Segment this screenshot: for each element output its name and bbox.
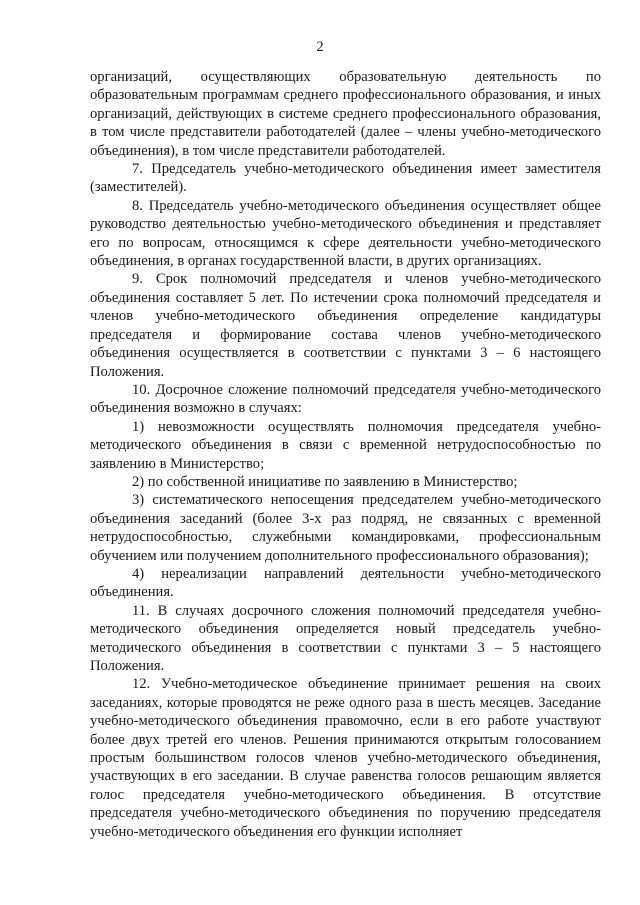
paragraph-item-10: 10. Досрочное сложение полномочий председателя учебно-методического объединения возможно в случаях: [90, 381, 601, 417]
paragraph-item-9: 9. Срок полномочий председателя и членов учебно-методического объединения составляет 5 лет. По истечении срока полномочий председателя и членов учебно-методического объединения определение кандидатуры председателя и формирование состава членов учебно-методического объединения осуществляется в соответствии с пунктами 3 – 6 настоящего Положения. [90, 271, 601, 380]
page-number: 2 [316, 39, 324, 55]
paragraph-item-11: 11. В случаях досрочного сложения полномочий председателя учебно-методического объединения определяется новый председатель учебно-методического объединения в соответствии с пунктами 3 – 5 настоящего Положения. [90, 602, 601, 674]
document-body [90, 68, 601, 841]
paragraph-subitem-2: 2) по собственной инициативе по заявлению в Министерство; [132, 473, 518, 490]
paragraph-subitem-4: 4) нереализации направлений деятельности учебно-методического объединения. [90, 565, 601, 601]
paragraph-item-12: 12. Учебно-методическое объединение принимает решения на своих заседаниях, которые проводятся не реже одного раза в шесть месяцев. Заседание учебно-методического объединения правомочно, если в его работе участвуют более двух третей его членов. Решения принимаются открытым голосованием простым большинством голосов членов учебно-методического объединения, участвующих в его заседании. В случае равенства голосов решающим является голос председателя учебно-методического объединения. В отсутствие председателя учебно-методического объединения по поручению председателя учебно-методического объединения его функции исполняет [90, 676, 601, 840]
paragraph-subitem-3: 3) систематического непосещения председателем учебно-методического объединения заседаний (более 3-х раз подряд, не связанных с временной нетрудоспособностью, служебными командировками, профессиональным обучением или получением дополнительного профессионального образования); [90, 492, 601, 564]
paragraph-item-8: 8. Председатель учебно-методического объединения осуществляет общее руководство деятельностью учебно-методического объединения и представляет его по вопросам, относящимся к сфере деятельности учебно-методического объединения, в органах государственной власти, в других организациях. [90, 197, 601, 270]
paragraph-subitem-1: 1) невозможности осуществлять полномочия председателя учебно-методического объединения в связи с временной нетрудоспособностью по заявлению в Министерство; [90, 418, 601, 472]
paragraph-item-7: 7. Председатель учебно-методического объединения имеет заместителя (заместителей). [90, 161, 601, 196]
paragraph-continuation: организаций, осуществляющих образовательную деятельность по образовательным программам среднего профессионального образования, и иных организаций, действующих в системе среднего профессионального образования, в том числе представители работодателей (далее – члены учебно-методического объединения), в том числе представители работодателей. [90, 69, 601, 159]
